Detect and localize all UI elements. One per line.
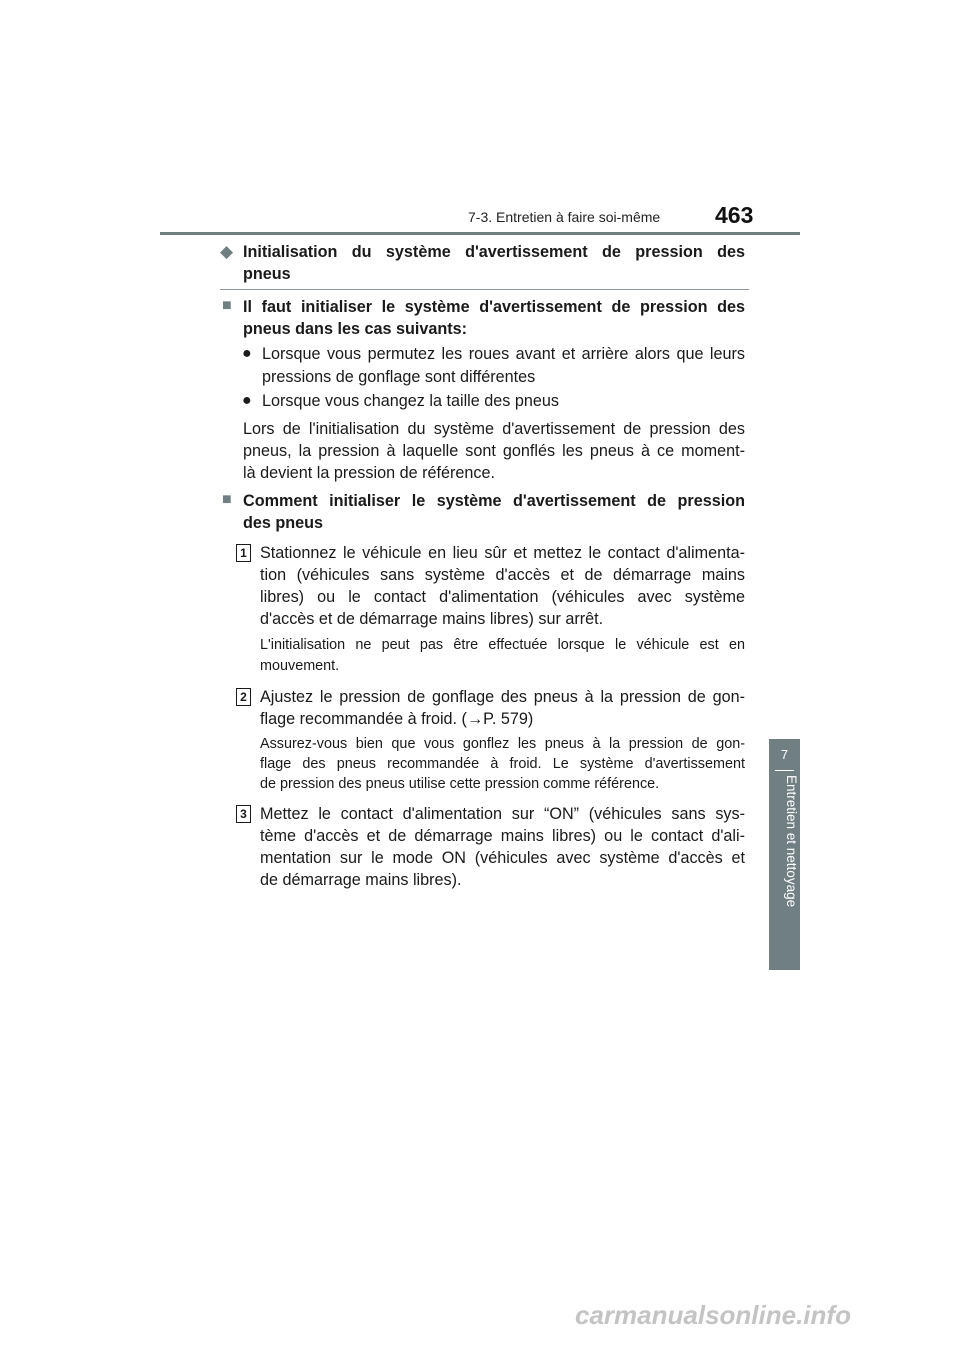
step3-line4: de démarrage mains libres). xyxy=(260,871,462,889)
section-heading-line1: Initialisation du système d'avertissement de pression des xyxy=(243,243,745,261)
step1-note-line2: mouvement. xyxy=(260,658,340,674)
page-number: 463 xyxy=(715,202,754,228)
step2-line1: Ajustez le pression de gonflage des pneus à la pression de gon- xyxy=(260,688,745,706)
step1-line3: libres) ou le contact d'alimentation (véhicules avec système xyxy=(260,588,745,606)
step-number-box: 2 xyxy=(236,688,251,706)
chapter-side-tab xyxy=(769,739,800,970)
chapter-label: Entretien et nettoyage xyxy=(784,775,799,908)
step1-line4: d'accès et de démarrage mains libres) sur arrêt. xyxy=(260,610,604,628)
section-heading-line2: pneus xyxy=(243,265,291,283)
step2-line2: flage recommandée à froid. (→P. 579) xyxy=(260,710,534,728)
square-bullet-icon: ■ xyxy=(222,297,232,314)
square-bullet-icon: ■ xyxy=(222,491,232,508)
round-bullet-icon: ● xyxy=(242,392,252,409)
step-number-box: 1 xyxy=(236,544,251,562)
paragraph-line1: Lors de l'initialisation du système d'avertissement de pression des xyxy=(243,420,745,438)
step2-note-line1: Assurez-vous bien que vous gonflez les pneus à la pression de gon- xyxy=(260,736,745,752)
step2-note-line2: flage des pneus recommandée à froid. Le système d'avertissement xyxy=(260,756,745,772)
step-number-box: 3 xyxy=(236,805,251,823)
step3-line2: tème d'accès et de démarrage mains libres) ou le contact d'ali- xyxy=(260,827,745,845)
paragraph-line2: pneus, la pression à laquelle sont gonflés les pneus à ce moment- xyxy=(243,442,745,460)
bullet1-line1: Lorsque vous permutez les roues avant et arrière alors que leurs xyxy=(262,345,745,363)
step1-line2: tion (véhicules sans système d'accès et de démarrage mains xyxy=(260,566,745,584)
round-bullet-icon: ● xyxy=(242,345,252,362)
bullet2: Lorsque vous changez la taille des pneus xyxy=(262,392,559,410)
diamond-bullet-icon: ◆ xyxy=(220,242,234,261)
subheading2-line2: des pneus xyxy=(243,514,324,532)
chapter-number: 7 xyxy=(780,747,789,762)
step3-line3: mentation sur le mode ON (véhicules avec système d'accès et xyxy=(260,849,745,867)
subheading1-line1: Il faut initialiser le système d'avertissement de pression des xyxy=(243,298,745,316)
heading-divider xyxy=(220,289,749,290)
subheading2-line1: Comment initialiser le système d'avertissement de pression xyxy=(243,492,745,510)
header-rule xyxy=(160,232,800,235)
bullet1-line2: pressions de gonflage sont différentes xyxy=(262,368,536,386)
subheading1-line2: pneus dans les cas suivants: xyxy=(243,320,468,338)
step1-line1: Stationnez le véhicule en lieu sûr et mettez le contact d'alimenta- xyxy=(260,544,745,562)
paragraph-line3: là devient la pression de référence. xyxy=(243,464,495,482)
step3-line1: Mettez le contact d'alimentation sur “ON” (véhicules sans sys- xyxy=(260,805,745,823)
running-header-section: 7-3. Entretien à faire soi-même xyxy=(468,209,661,225)
watermark: carmanualsonline.info xyxy=(575,1300,851,1330)
step1-note-line1: L'initialisation ne peut pas être effectuée lorsque le véhicule est en xyxy=(260,637,745,653)
side-tab-divider xyxy=(775,770,794,771)
step2-note-line3: de pression des pneus utilise cette pression comme référence. xyxy=(260,776,660,792)
